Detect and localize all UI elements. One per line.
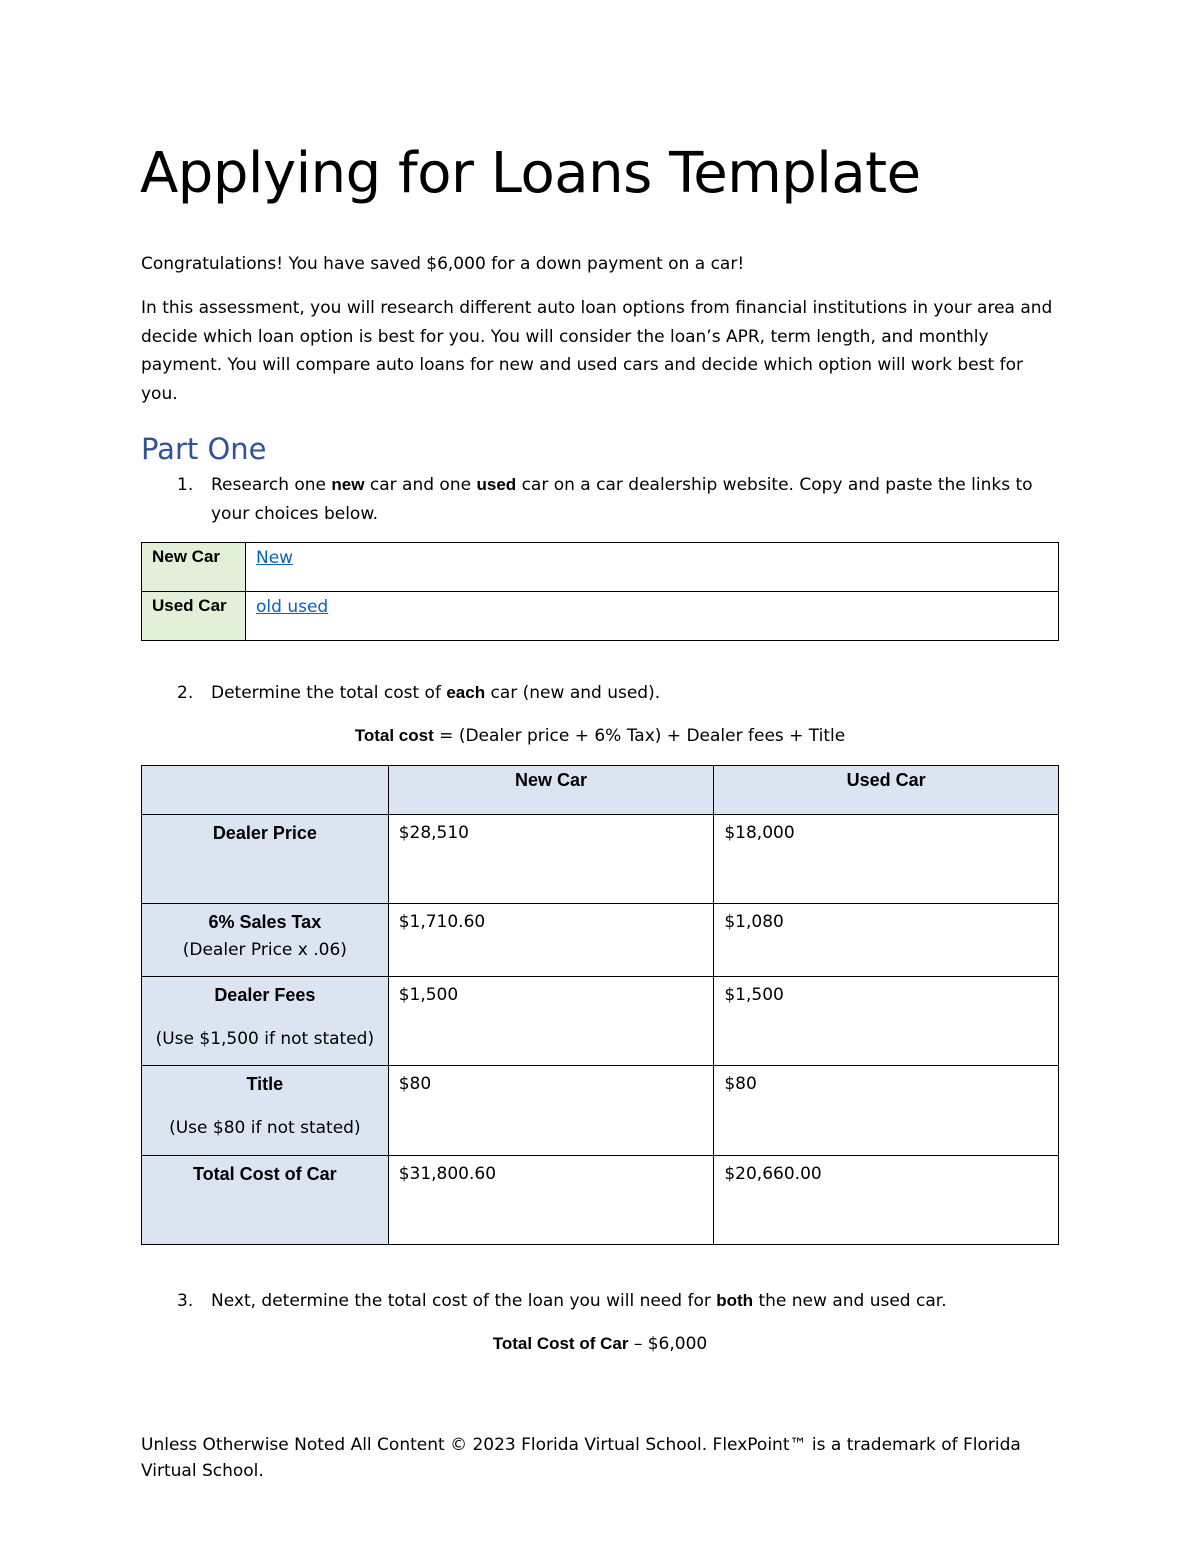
new-car-link-cell: [246, 543, 1059, 592]
step-1-text-a: Research one: [211, 475, 332, 495]
row-label-title: Total Cost of Car: [193, 1164, 337, 1184]
intro-line: Congratulations! You have saved $6,000 for a down payment on a car!: [141, 254, 745, 274]
step-1-number: 1.: [177, 475, 194, 495]
step-1-text-c: car on a car dealership website. Copy and paste the links to your choices below.: [211, 475, 1033, 524]
new-car-value[interactable]: $28,510: [388, 815, 714, 904]
step-3-text-a: Next, determine the total cost of the loan you will need for: [211, 1291, 717, 1311]
used-car-value[interactable]: $20,660.00: [714, 1156, 1059, 1245]
used-car-link[interactable]: old used: [256, 597, 329, 617]
step-3-bold-both: both: [716, 1291, 754, 1310]
loan-cost-formula: [141, 1331, 1059, 1357]
intro-paragraph: In this assessment, you will research different auto loan options from financial institutions in your area and decide which loan option is best for you. You will consider the loan’s APR, term length, and monthly payment. You will compare auto loans for new and used cars and decide which option will work best for you.: [141, 298, 1053, 404]
step-2-text: [211, 679, 1061, 708]
row-label: [142, 815, 389, 904]
formula-bold: Total cost: [354, 726, 434, 745]
loan-formula-rest: – $6,000: [628, 1334, 708, 1354]
new-car-label: New Car: [142, 543, 246, 592]
step-1-text-b: car and one: [364, 475, 477, 495]
used-car-link-cell: [246, 592, 1059, 641]
new-car-link[interactable]: New: [256, 548, 294, 568]
row-label-title: Title: [246, 1074, 284, 1094]
used-car-value[interactable]: $80: [714, 1066, 1059, 1156]
header-used-car: Used Car: [714, 766, 1059, 815]
step-3-text: [211, 1287, 1061, 1316]
step-2-text-a: Determine the total cost of: [211, 683, 447, 703]
row-label-title: 6% Sales Tax: [208, 912, 322, 932]
step-1-bold-new: new: [331, 475, 365, 494]
car-links-table: [141, 542, 1059, 641]
row-label: [142, 904, 389, 977]
used-car-value[interactable]: $1,080: [714, 904, 1059, 977]
used-car-label: Used Car: [142, 592, 246, 641]
part-one-heading: Part One: [141, 432, 267, 466]
step-2-number: 2.: [177, 683, 194, 703]
step-1-bold-used: used: [476, 475, 517, 494]
row-label-title: Dealer Fees: [214, 985, 316, 1005]
new-car-value[interactable]: $80: [388, 1066, 714, 1156]
step-1-text: [211, 471, 1061, 528]
header-blank: [142, 766, 389, 815]
row-label-title: Dealer Price: [212, 823, 317, 843]
step-2-bold-each: each: [446, 683, 486, 702]
row-label: [142, 1156, 389, 1245]
table-row: [142, 977, 1059, 1066]
table-header-row: [142, 766, 1059, 815]
formula-rest: = (Dealer price + 6% Tax) + Dealer fees + Title: [433, 726, 846, 746]
new-car-value[interactable]: $31,800.60: [388, 1156, 714, 1245]
table-row: [142, 1156, 1059, 1245]
loan-formula-bold: Total Cost of Car: [492, 1334, 629, 1353]
step-2-text-b: car (new and used).: [485, 683, 661, 703]
table-row: [142, 592, 1059, 641]
table-row: [142, 1066, 1059, 1156]
row-label: [142, 977, 389, 1066]
row-label-note: (Dealer Price x .06): [182, 940, 347, 960]
table-row: [142, 815, 1059, 904]
row-label: [142, 1066, 389, 1156]
used-car-value[interactable]: $18,000: [714, 815, 1059, 904]
page-title: Applying for Loans Template: [140, 141, 921, 206]
row-label-note: (Use $1,500 if not stated): [155, 1029, 375, 1049]
step-3-text-b: the new and used car.: [753, 1291, 947, 1311]
new-car-value[interactable]: $1,710.60: [388, 904, 714, 977]
new-car-value[interactable]: $1,500: [388, 977, 714, 1066]
table-row: [142, 904, 1059, 977]
copyright-footer: Unless Otherwise Noted All Content © 2023 Florida Virtual School. FlexPoint™ is a trademark of Florida Virtual School.: [141, 1435, 1021, 1481]
total-cost-formula: [141, 723, 1059, 749]
used-car-value[interactable]: $1,500: [714, 977, 1059, 1066]
table-row: [142, 543, 1059, 592]
total-cost-table: [141, 765, 1059, 1245]
row-label-note: (Use $80 if not stated): [169, 1118, 361, 1138]
step-3-number: 3.: [177, 1291, 194, 1311]
header-new-car: New Car: [388, 766, 714, 815]
